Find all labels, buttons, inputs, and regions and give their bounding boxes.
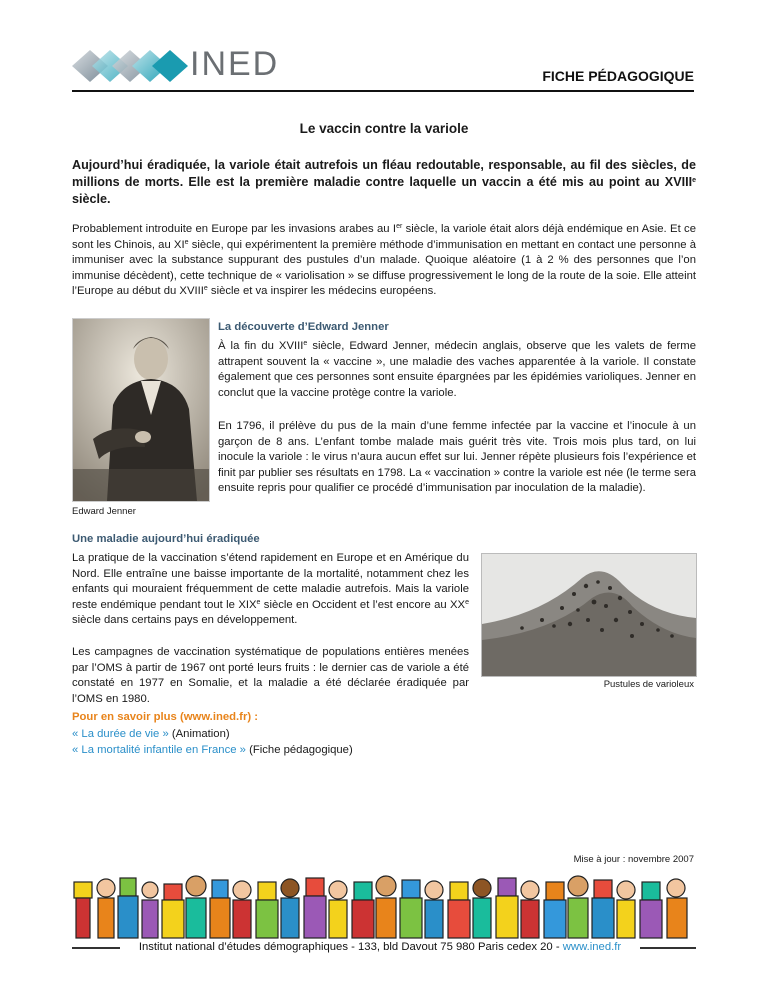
- footer-address: Institut national d’études démographiques - 133, bld Davout 75 980 Paris cedex 20 - www.ined.fr: [138, 941, 622, 953]
- footer-divider-left: [72, 947, 120, 949]
- learn-more-item: « La mortalité infantile en France » (Fiche pédagogique): [72, 744, 353, 756]
- jenner-paragraph-2: En 1796, il prélève du pus de la main d’une femme infectée par la vaccine et l’inocule à un garçon de 8 ans. L’enfant tombe malade mais guérit très vite. Trois mois plus tard, on lui inocule la variole : le virus n’aura aucun effet sur lui. Jenner répète plusieurs fois l’expérience et finit par publier ses résultats en 1798. La « vaccination » contre la variole est née (le terme sera ensuite repris pour qualifier ce procédé d’immunisation par inoculation de la maladie).: [218, 420, 696, 495]
- jenner-section-heading: La découverte d’Edward Jenner: [218, 321, 389, 333]
- footer-website-link[interactable]: www.ined.fr: [562, 941, 622, 953]
- page-title: Le vaccin contre la variole: [299, 121, 469, 136]
- update-date: Mise à jour : novembre 2007: [573, 854, 694, 865]
- intro-paragraph: Probablement introduite en Europe par les invasions arabes au Ier siècle, la variole était alors déjà endémique en Asie. Et ce sont les Chinois, au XIe siècle, qui expérimentent la première méthode d’immunisation en mettant en contact une personne à immuniser avec la substance suppurant des pustules d’un malade. Quoique aléatoire (1 à 2 % des personnes que l’on immunise décèdent), cette technique de « variolisation » se diffuse progressivement le long de la route de la soie. Elle atteint l’Europe au début du XVIIIe siècle et va inspirer les médecins européens.: [72, 223, 696, 298]
- eradication-paragraph-1: La pratique de la vaccination s’étend rapidement en Europe et en Amérique du Nord. Elle entraîne une baisse importante de la mortalité, notamment chez les enfants qui mouraient fréquemment de cette maladie autrefois. Mais la variole reste endémique pendant tout le XIXe siècle en Occident et l’est encore au XXe siècle dans certains pays en développement.: [72, 552, 469, 627]
- learn-more-item: « La durée de vie » (Animation): [72, 728, 230, 740]
- pustules-caption: Pustules de varioleux: [603, 679, 694, 690]
- eradication-paragraph-2: Les campagnes de vaccination systématique de populations entières menées par l’OMS à partir de 1967 ont porté leurs fruits : le dernier cas de variole a été constaté en 1977 en Somalie, et la maladie a été déclarée éradiquée par l’OMS en 1980.: [72, 646, 469, 705]
- portrait-caption: Edward Jenner: [72, 506, 136, 517]
- smallpox-pustules-photo: [481, 553, 697, 677]
- link-mortalite-infantile[interactable]: « La mortalité infantile en France »: [72, 744, 246, 756]
- jenner-paragraph-1: À la fin du XVIIIe siècle, Edward Jenner, médecin anglais, observe que les valets de ferme attrapent souvent la « vaccine », une maladie des vaches apparentée à la variole. Il constate également que ces personnes sont ensuite épargnées par les épidémies varioliques. Jenner en conclut que la vaccine protège contre la variole.: [218, 340, 696, 399]
- footer-divider-right: [640, 947, 696, 949]
- document-type: FICHE PÉDAGOGIQUE: [542, 68, 694, 84]
- eradication-section-heading: Une maladie aujourd’hui éradiquée: [72, 533, 260, 545]
- learn-more-heading: Pour en savoir plus (www.ined.fr) :: [72, 711, 259, 723]
- header-divider: [72, 90, 694, 92]
- link-duree-de-vie[interactable]: « La durée de vie »: [72, 728, 169, 740]
- edward-jenner-portrait: [72, 318, 210, 502]
- people-illustration: [72, 868, 696, 944]
- lead-paragraph: Aujourd’hui éradiquée, la variole était autrefois un fléau redoutable, responsable, au fil des siècles, de millions de morts. Elle est la première maladie contre laquelle un vaccin a été mis au point au XVIIIe siècle.: [72, 158, 696, 206]
- logo-wordmark: INED: [190, 45, 280, 83]
